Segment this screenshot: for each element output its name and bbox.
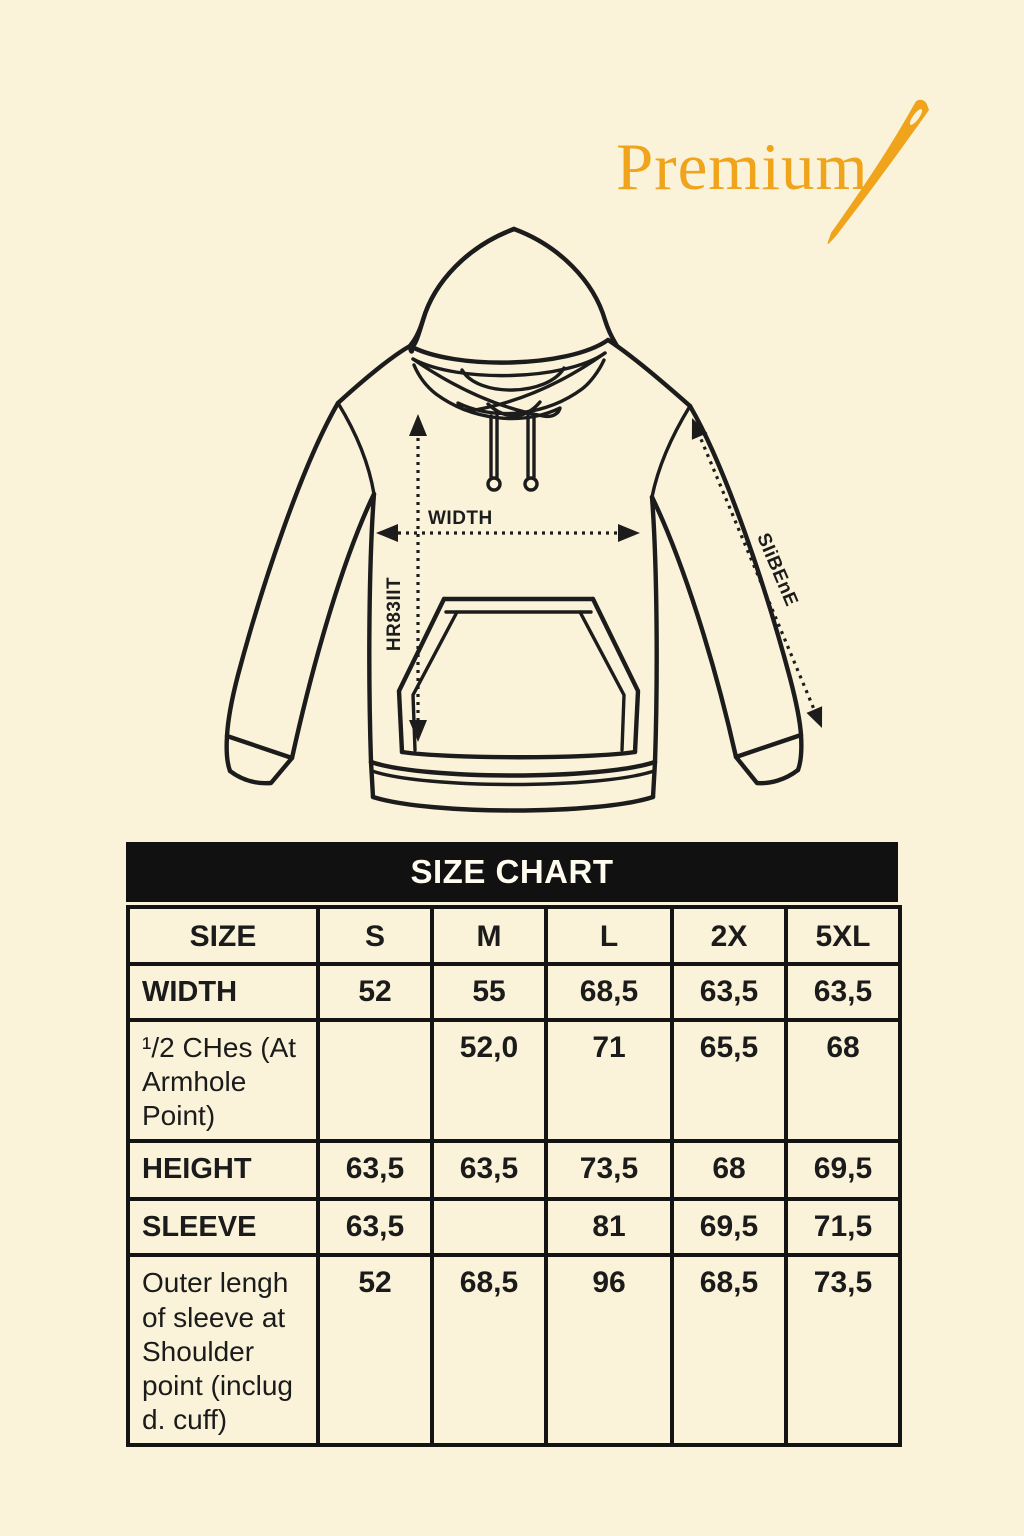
size-value-cell: 96 [546, 1255, 672, 1445]
size-value-cell: 55 [432, 964, 546, 1020]
column-header-l: L [546, 907, 672, 964]
sleeve-arrow [692, 418, 822, 728]
size-chart-header-band [126, 842, 898, 902]
column-header-size: SIZE [128, 907, 318, 964]
left-aglet [488, 478, 500, 490]
row-label: WIDTH [128, 964, 318, 1020]
size-value-cell: 68 [786, 1020, 900, 1141]
size-value-cell: 63,5 [432, 1141, 546, 1199]
size-value-cell: 63,5 [786, 964, 900, 1020]
column-header-s: S [318, 907, 432, 964]
left-cuff [227, 736, 292, 783]
brand-wordmark: Premium [616, 130, 869, 204]
hood [410, 229, 617, 419]
size-value-cell: 68,5 [546, 964, 672, 1020]
size-value-cell: 73,5 [786, 1255, 900, 1445]
column-header-2x: 2X [672, 907, 786, 964]
height-measure-label: HR83IIT [384, 576, 405, 652]
size-value-cell: 73,5 [546, 1141, 672, 1199]
size-value-cell: 69,5 [672, 1199, 786, 1255]
size-value-cell: 71 [546, 1020, 672, 1141]
size-value-cell: 68 [672, 1141, 786, 1199]
right-aglet [525, 478, 537, 490]
drawstrings [488, 414, 537, 490]
row-label: ¹/2 CHes (At Armhole Point) [128, 1020, 318, 1141]
size-value-cell: 52 [318, 1255, 432, 1445]
size-chart-title: SIZE CHART [410, 853, 614, 890]
size-value-cell: 68,5 [672, 1255, 786, 1445]
size-value-cell: 63,5 [318, 1199, 432, 1255]
right-cuff [736, 735, 801, 783]
row-label: Outer lengh of sleeve at Shoulder point (inclug d. cuff) [128, 1255, 318, 1445]
sleeve-measure-label: SIiBEnE [752, 530, 802, 610]
left-sleeve [227, 403, 374, 783]
table-row-height [128, 1141, 900, 1199]
table-header-row [128, 907, 900, 964]
column-header-5xl: 5XL [786, 907, 900, 964]
row-label: SLEEVE [128, 1199, 318, 1255]
size-table [126, 905, 902, 1447]
size-value-cell: 71,5 [786, 1199, 900, 1255]
height-arrow [409, 414, 427, 742]
table-row-sleeve [128, 1199, 900, 1255]
table-row-width [128, 964, 900, 1020]
size-value-cell: 52 [318, 964, 432, 1020]
width-measure-label: WIDTH [428, 508, 493, 529]
table-row-outer-length [128, 1255, 900, 1445]
size-value-cell: 52,0 [432, 1020, 546, 1141]
needle-icon [828, 100, 929, 244]
row-label: HEIGHT [128, 1141, 318, 1199]
size-value-cell: 69,5 [786, 1141, 900, 1199]
size-value-cell [318, 1020, 432, 1141]
size-value-cell [432, 1199, 546, 1255]
width-arrow [376, 524, 640, 542]
size-value-cell: 65,5 [672, 1020, 786, 1141]
size-chart-section [126, 842, 898, 1447]
column-header-m: M [432, 907, 546, 964]
table-row-half-chest [128, 1020, 900, 1141]
size-value-cell: 81 [546, 1199, 672, 1255]
size-value-cell: 63,5 [672, 964, 786, 1020]
hem-band [371, 762, 655, 776]
collar-band-outer [410, 340, 608, 363]
kangaroo-pocket [399, 599, 638, 757]
size-value-cell: 68,5 [432, 1255, 546, 1445]
size-value-cell: 63,5 [318, 1141, 432, 1199]
